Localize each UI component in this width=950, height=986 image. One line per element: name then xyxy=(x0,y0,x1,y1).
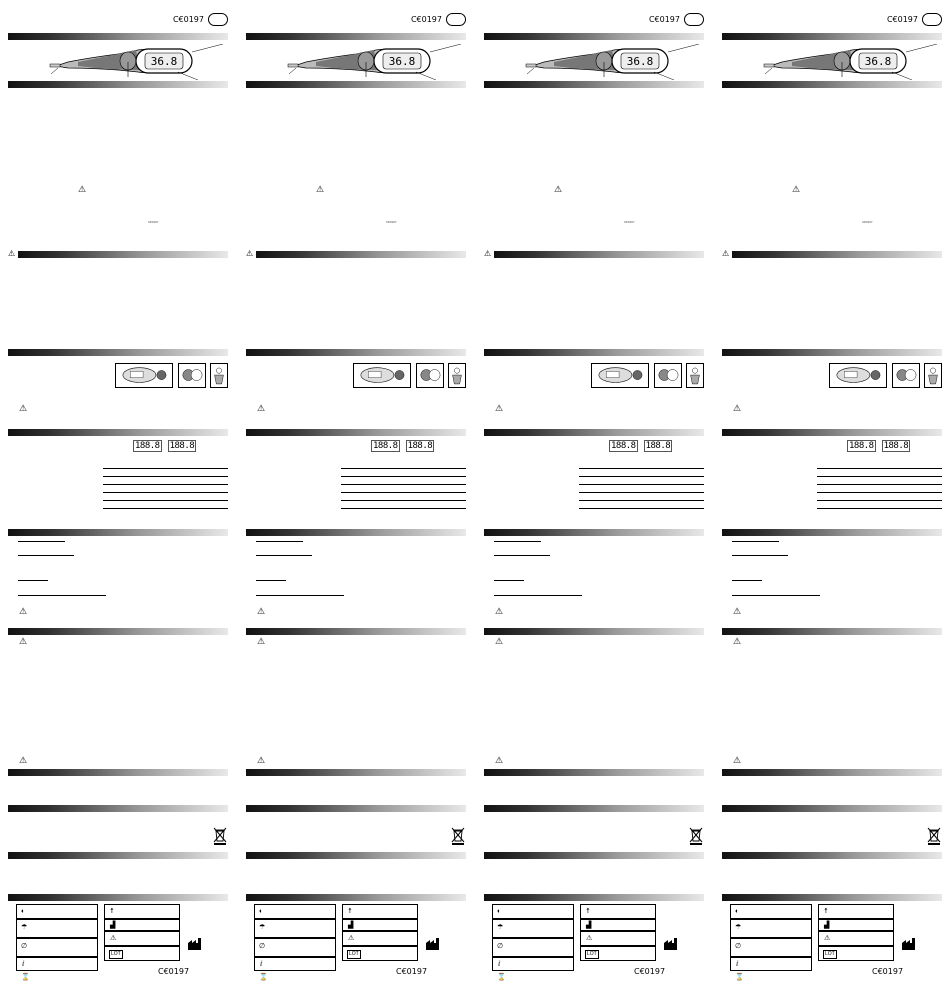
subheading-underline xyxy=(732,541,779,542)
battery-cover-illustration xyxy=(892,363,920,388)
factory-icon xyxy=(426,938,440,950)
lcd-demo-2: 188.8 xyxy=(169,441,195,451)
ce-mark-small: C€0197 xyxy=(148,220,159,224)
section-bar xyxy=(8,529,228,536)
manufacturer-icon: ▟ xyxy=(348,922,354,929)
subheading-underline xyxy=(256,541,303,542)
factory-icon xyxy=(902,938,916,950)
section-bar xyxy=(18,251,228,258)
keep-dry-icon: ☂ xyxy=(21,924,28,931)
warning-icon: ⚠ xyxy=(495,636,504,646)
warning-icon: ⚠ xyxy=(257,606,266,616)
section-bar xyxy=(8,33,228,40)
thermometer-illustration xyxy=(524,44,704,80)
section-bar xyxy=(8,852,228,859)
section-bar xyxy=(246,529,466,536)
warning-icon: ⚠ xyxy=(257,636,266,646)
battery-disposal-illustration xyxy=(448,363,466,388)
section-bar xyxy=(246,805,466,812)
warning-icon: ⚠ xyxy=(257,755,266,765)
lcd-demo-2: 188.8 xyxy=(645,441,671,451)
ce-mark-text: C€0197 xyxy=(886,15,918,24)
ce-mark-header xyxy=(411,13,466,26)
crossed-out-bin-icon xyxy=(213,827,227,845)
warning-icon: ⚠ xyxy=(586,935,593,942)
warning-icon: ⚠ xyxy=(484,249,492,258)
ce-mark-header xyxy=(173,13,228,26)
ce-mark-small: C€0197 xyxy=(624,220,635,224)
language-oval xyxy=(446,13,466,26)
ce-mark-text: C€0197 xyxy=(648,15,680,24)
lcd-demo-2: 188.8 xyxy=(407,441,433,451)
subheading-underline xyxy=(256,580,286,581)
hourglass-icon: ⌛ xyxy=(21,974,30,981)
battery-cover-illustration xyxy=(178,363,206,388)
lot-icon: LOT xyxy=(587,951,597,957)
warning-icon: ⚠ xyxy=(733,403,742,413)
section-bar xyxy=(8,429,228,436)
section-bar xyxy=(484,33,704,40)
subheading-underline xyxy=(732,580,762,581)
warning-icon: ⚠ xyxy=(257,403,266,413)
ce-mark-footer: C€0197 xyxy=(396,967,428,976)
lcd-reading: 36.8 xyxy=(150,55,178,68)
section-bar xyxy=(722,769,942,776)
ce-mark-footer: C€0197 xyxy=(158,967,190,976)
section-bar xyxy=(8,628,228,635)
crossed-out-bin-icon xyxy=(689,827,703,845)
warning-icon: ⚠ xyxy=(733,755,742,765)
lcd-demo-1: 188.8 xyxy=(611,441,636,451)
warning-icon: ⚠ xyxy=(554,184,563,194)
language-oval xyxy=(684,13,704,26)
type-bf-icon: ☨ xyxy=(110,908,114,915)
hourglass-icon: ⌛ xyxy=(735,974,744,981)
temperature-limit-icon: ⅈ xyxy=(736,961,739,968)
battery-disposal-illustration xyxy=(210,363,228,388)
temperature-limit-icon: ⅈ xyxy=(260,961,263,968)
measurement-table xyxy=(817,468,942,509)
subheading-underline xyxy=(732,595,820,596)
measurement-table xyxy=(579,468,704,509)
ce-mark-footer: C€0197 xyxy=(872,967,904,976)
battery-disposal-illustration xyxy=(686,363,704,388)
section-bar xyxy=(732,251,942,258)
ce-mark-text: C€0197 xyxy=(172,15,204,24)
section-bar xyxy=(246,81,466,88)
section-bar xyxy=(722,894,942,901)
warning-icon: ⚠ xyxy=(348,935,355,942)
lcd-demo-pair xyxy=(133,441,202,451)
factory-icon xyxy=(664,938,678,950)
section-bar xyxy=(246,628,466,635)
section-bar xyxy=(722,805,942,812)
section-bar xyxy=(722,852,942,859)
section-bar xyxy=(484,349,704,356)
warning-icon: ⚠ xyxy=(824,935,831,942)
ce-mark-text: C€0197 xyxy=(410,15,442,24)
warning-icon: ⚠ xyxy=(19,606,28,616)
subheading-underline xyxy=(256,555,312,556)
measurement-table xyxy=(103,468,228,509)
warning-icon: ⚠ xyxy=(495,606,504,616)
lcd-demo-pair xyxy=(847,441,916,451)
section-bar xyxy=(246,349,466,356)
section-bar xyxy=(722,33,942,40)
warning-icon: ⚠ xyxy=(792,184,801,194)
warning-icon: ⚠ xyxy=(19,403,28,413)
subheading-underline xyxy=(18,595,106,596)
subheading-underline xyxy=(494,595,582,596)
ce-mark-header xyxy=(887,13,942,26)
section-bar xyxy=(484,769,704,776)
subheading-underline xyxy=(18,541,65,542)
battery-cover-illustration xyxy=(416,363,444,388)
recycle-icon: ∅ xyxy=(735,943,742,950)
manufacturer-icon: ▟ xyxy=(110,922,116,929)
subheading-underline xyxy=(494,541,541,542)
section-bar xyxy=(246,852,466,859)
section-bar xyxy=(484,529,704,536)
type-bf-icon: ☨ xyxy=(824,908,828,915)
instructions-icon: ◐ xyxy=(735,908,740,915)
lcd-demo-1: 188.8 xyxy=(135,441,160,451)
section-bar xyxy=(484,805,704,812)
ce-mark-small: C€0197 xyxy=(862,220,873,224)
lcd-reading: 36.8 xyxy=(388,55,416,68)
section-bar xyxy=(246,769,466,776)
subheading-underline xyxy=(256,595,344,596)
temperature-limit-icon: ⅈ xyxy=(498,961,501,968)
recycle-icon: ∅ xyxy=(497,943,504,950)
section-bar xyxy=(722,349,942,356)
section-bar xyxy=(722,529,942,536)
section-bar xyxy=(484,852,704,859)
battery-cover-illustration xyxy=(654,363,682,388)
section-bar xyxy=(494,251,704,258)
manufacturer-icon: ▟ xyxy=(586,922,592,929)
section-bar xyxy=(8,769,228,776)
ce-mark-header xyxy=(649,13,704,26)
section-bar xyxy=(8,349,228,356)
thermometer-illustration xyxy=(286,44,466,80)
lcd-demo-pair xyxy=(371,441,440,451)
lcd-demo-pair xyxy=(609,441,678,451)
warning-icon: ⚠ xyxy=(495,755,504,765)
lcd-reading: 36.8 xyxy=(864,55,892,68)
language-oval xyxy=(922,13,942,26)
section-bar xyxy=(8,894,228,901)
section-bar xyxy=(8,81,228,88)
battery-illustration xyxy=(115,363,173,388)
battery-illustration xyxy=(829,363,887,388)
manual-page xyxy=(246,0,468,986)
lot-icon: LOT xyxy=(111,951,121,957)
warning-icon: ⚠ xyxy=(19,636,28,646)
battery-illustration xyxy=(591,363,649,388)
warning-icon: ⚠ xyxy=(316,184,325,194)
measurement-table xyxy=(341,468,466,509)
thermometer-illustration xyxy=(48,44,228,80)
instructions-icon: ◐ xyxy=(497,908,502,915)
lcd-demo-1: 188.8 xyxy=(849,441,874,451)
section-bar xyxy=(484,429,704,436)
manual-page xyxy=(8,0,230,986)
keep-dry-icon: ☂ xyxy=(259,924,266,931)
lot-icon: LOT xyxy=(349,951,359,957)
instructions-icon: ◐ xyxy=(21,908,26,915)
language-oval xyxy=(208,13,228,26)
battery-disposal-illustration xyxy=(924,363,942,388)
temperature-limit-icon: ⅈ xyxy=(22,961,25,968)
warning-icon: ⚠ xyxy=(110,935,117,942)
factory-icon xyxy=(188,938,202,950)
subheading-underline xyxy=(732,555,788,556)
lcd-reading: 36.8 xyxy=(626,55,654,68)
thermometer-illustration xyxy=(762,44,942,80)
keep-dry-icon: ☂ xyxy=(735,924,742,931)
type-bf-icon: ☨ xyxy=(348,908,352,915)
manual-page xyxy=(484,0,706,986)
section-bar xyxy=(246,429,466,436)
recycle-icon: ∅ xyxy=(21,943,28,950)
warning-icon: ⚠ xyxy=(246,249,254,258)
section-bar xyxy=(722,628,942,635)
lot-icon: LOT xyxy=(825,951,835,957)
section-bar xyxy=(256,251,466,258)
section-bar xyxy=(8,805,228,812)
instructions-icon: ◐ xyxy=(259,908,264,915)
section-bar xyxy=(484,81,704,88)
ce-mark-small: C€0197 xyxy=(386,220,397,224)
warning-icon: ⚠ xyxy=(733,606,742,616)
subheading-underline xyxy=(18,580,48,581)
subheading-underline xyxy=(494,580,524,581)
warning-icon: ⚠ xyxy=(733,636,742,646)
manufacturer-icon: ▟ xyxy=(824,922,830,929)
section-bar xyxy=(722,81,942,88)
warning-icon: ⚠ xyxy=(19,755,28,765)
subheading-underline xyxy=(18,555,74,556)
section-bar xyxy=(484,894,704,901)
ce-mark-footer: C€0197 xyxy=(634,967,666,976)
keep-dry-icon: ☂ xyxy=(497,924,504,931)
crossed-out-bin-icon xyxy=(927,827,941,845)
hourglass-icon: ⌛ xyxy=(497,974,506,981)
type-bf-icon: ☨ xyxy=(586,908,590,915)
subheading-underline xyxy=(494,555,550,556)
lcd-demo-1: 188.8 xyxy=(373,441,398,451)
battery-illustration xyxy=(353,363,411,388)
manual-page xyxy=(722,0,944,986)
lcd-demo-2: 188.8 xyxy=(883,441,909,451)
section-bar xyxy=(484,628,704,635)
warning-icon: ⚠ xyxy=(722,249,730,258)
warning-icon: ⚠ xyxy=(8,249,16,258)
section-bar xyxy=(722,429,942,436)
hourglass-icon: ⌛ xyxy=(259,974,268,981)
warning-icon: ⚠ xyxy=(495,403,504,413)
recycle-icon: ∅ xyxy=(259,943,266,950)
section-bar xyxy=(246,33,466,40)
crossed-out-bin-icon xyxy=(451,827,465,845)
warning-icon: ⚠ xyxy=(78,184,87,194)
section-bar xyxy=(246,894,466,901)
